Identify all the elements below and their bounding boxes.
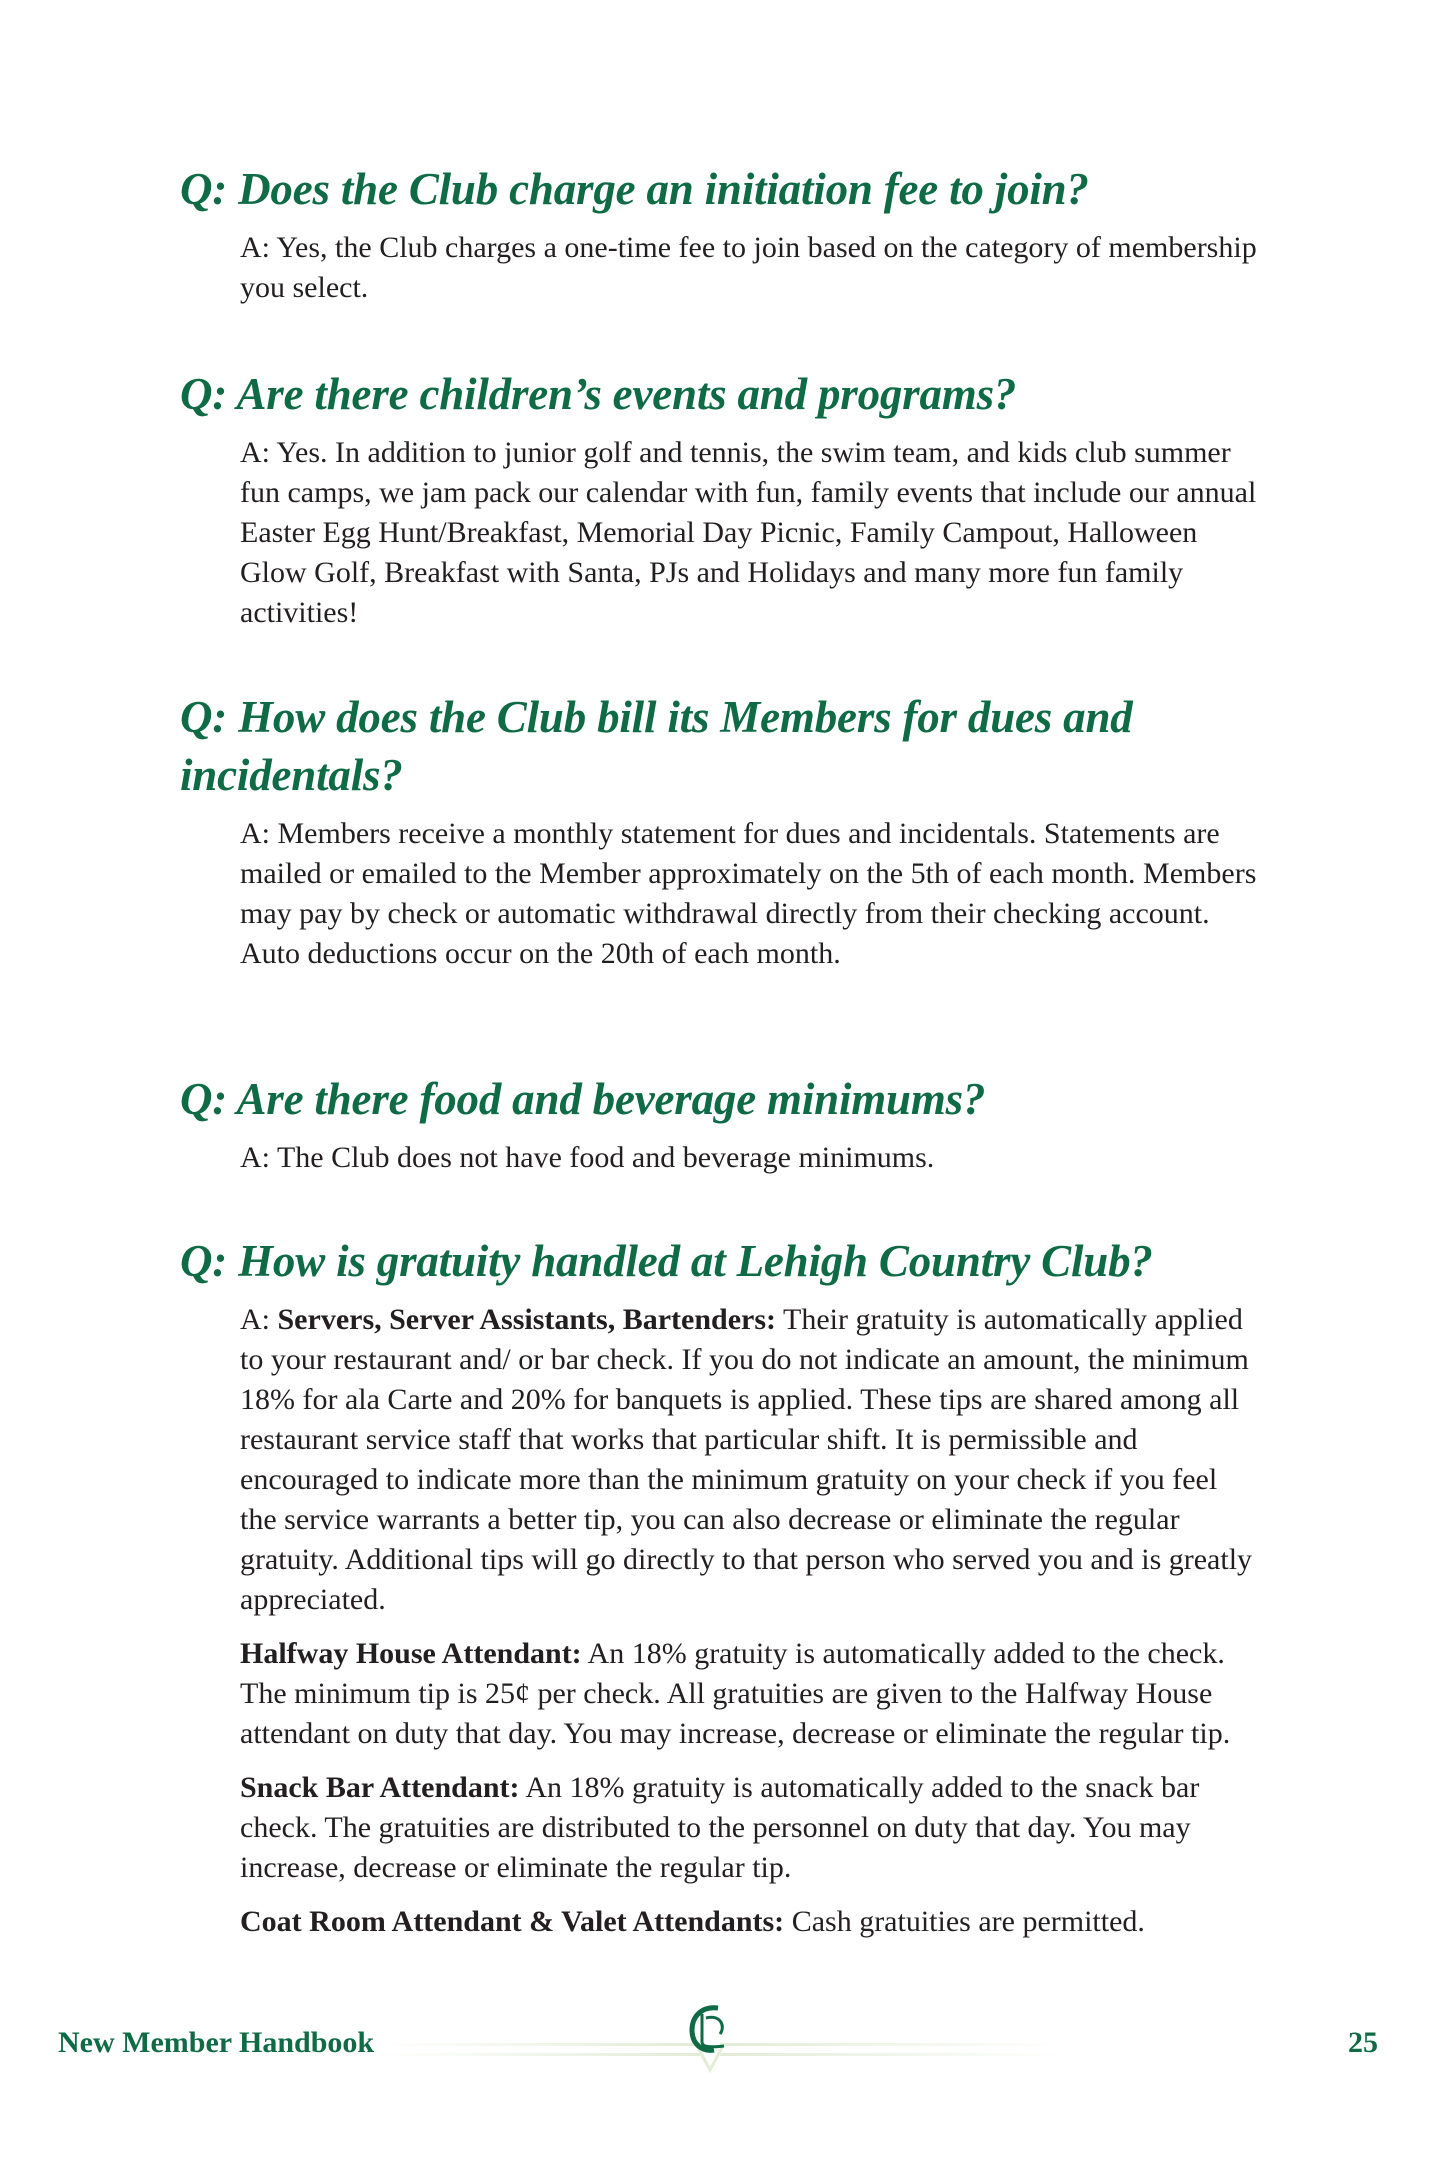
answer-label: Halfway House Attendant: bbox=[240, 1637, 582, 1670]
rule-right bbox=[720, 2043, 1060, 2056]
answer-text: A: Yes. In addition to junior golf and tennis, the swim team, and kids club summer fun camps, we jam pack our calendar with fun, family events that include our annual Easter Egg Hunt/Breakfast, Memorial Day Picnic, Family Campout, Halloween Glow Golf, Breakfast with Santa, PJs and Holidays and many more fun family activities! bbox=[240, 436, 1257, 629]
answer-text: A: The Club does not have food and beverage minimums. bbox=[240, 1141, 935, 1174]
answer-servers bbox=[240, 1300, 1260, 1620]
rule-left bbox=[380, 2043, 700, 2056]
answer-snack-bar bbox=[240, 1768, 1260, 1888]
answer-text: A: Yes, the Club charges a one-time fee to join based on the category of membership you select. bbox=[240, 231, 1257, 304]
answer-text: Their gratuity is automatically applied to your restaurant and/ or bar check. If you do not indicate an amount, the minimum 18% for ala Carte and 20% for banquets is applied. These tips are shared among all restaurant service staff that works that particular shift. It is permissible and encouraged to indicate more than the minimum gratuity on your check if you feel the service warrants a better tip, you can also decrease or eliminate the regular gratuity. Additional tips will go directly to that person who served you and is greatly appreciated. bbox=[240, 1303, 1253, 1616]
answer-label: Snack Bar Attendant: bbox=[240, 1771, 520, 1804]
page-number: 25 bbox=[1348, 2026, 1378, 2059]
answer-label: Servers, Server Assistants, Bartenders: bbox=[277, 1303, 777, 1336]
question-heading: Q: Does the Club charge an initiation fee to join? bbox=[180, 164, 1089, 214]
answer-text: An 18% gratuity is automatically added to the snack bar check. The gratuities are distributed to the personnel on duty that day. You may increase, decrease or eliminate the regular tip. bbox=[240, 1771, 1200, 1884]
answer-text: A: Members receive a monthly statement for dues and incidentals. Statements are mailed or emailed to the Member approximately on the 5th of each month. Members may pay by check or automatic withdrawal directly from their checking account. Auto deductions occur on the 20th of each month. bbox=[240, 817, 1257, 970]
footer-title: New Member Handbook bbox=[58, 2026, 375, 2059]
question-heading: Q: Are there children’s events and programs? bbox=[180, 369, 1017, 419]
answer-prefix: A: bbox=[240, 1303, 278, 1336]
answer-coat-room bbox=[240, 1902, 1260, 1942]
qa-gratuity bbox=[180, 1232, 1280, 1942]
answer-halfway-house bbox=[240, 1634, 1260, 1754]
answer-text: Cash gratuities are permitted. bbox=[784, 1905, 1145, 1938]
question-heading: Q: Are there food and beverage minimums? bbox=[180, 1074, 986, 1124]
question-heading: Q: How is gratuity handled at Lehigh Country Club? bbox=[180, 1236, 1153, 1286]
qa-initiation-fee bbox=[180, 160, 1280, 308]
qa-children-events bbox=[180, 365, 1280, 633]
question-heading: Q: How does the Club bill its Members for dues and incidentals? bbox=[180, 692, 1133, 800]
answer-text: An 18% gratuity is automatically added to the check. The minimum tip is 25¢ per check. All gratuities are given to the Halfway House attendant on duty that day. You may increase, decrease or eliminate the regular tip. bbox=[240, 1637, 1231, 1750]
qa-food-minimums bbox=[180, 1070, 1280, 1178]
lcc-monogram-icon bbox=[692, 2008, 724, 2051]
answer-label: Coat Room Attendant & Valet Attendants: bbox=[240, 1905, 785, 1938]
qa-billing bbox=[180, 688, 1280, 974]
footer-rule-with-logo bbox=[380, 2000, 1100, 2080]
